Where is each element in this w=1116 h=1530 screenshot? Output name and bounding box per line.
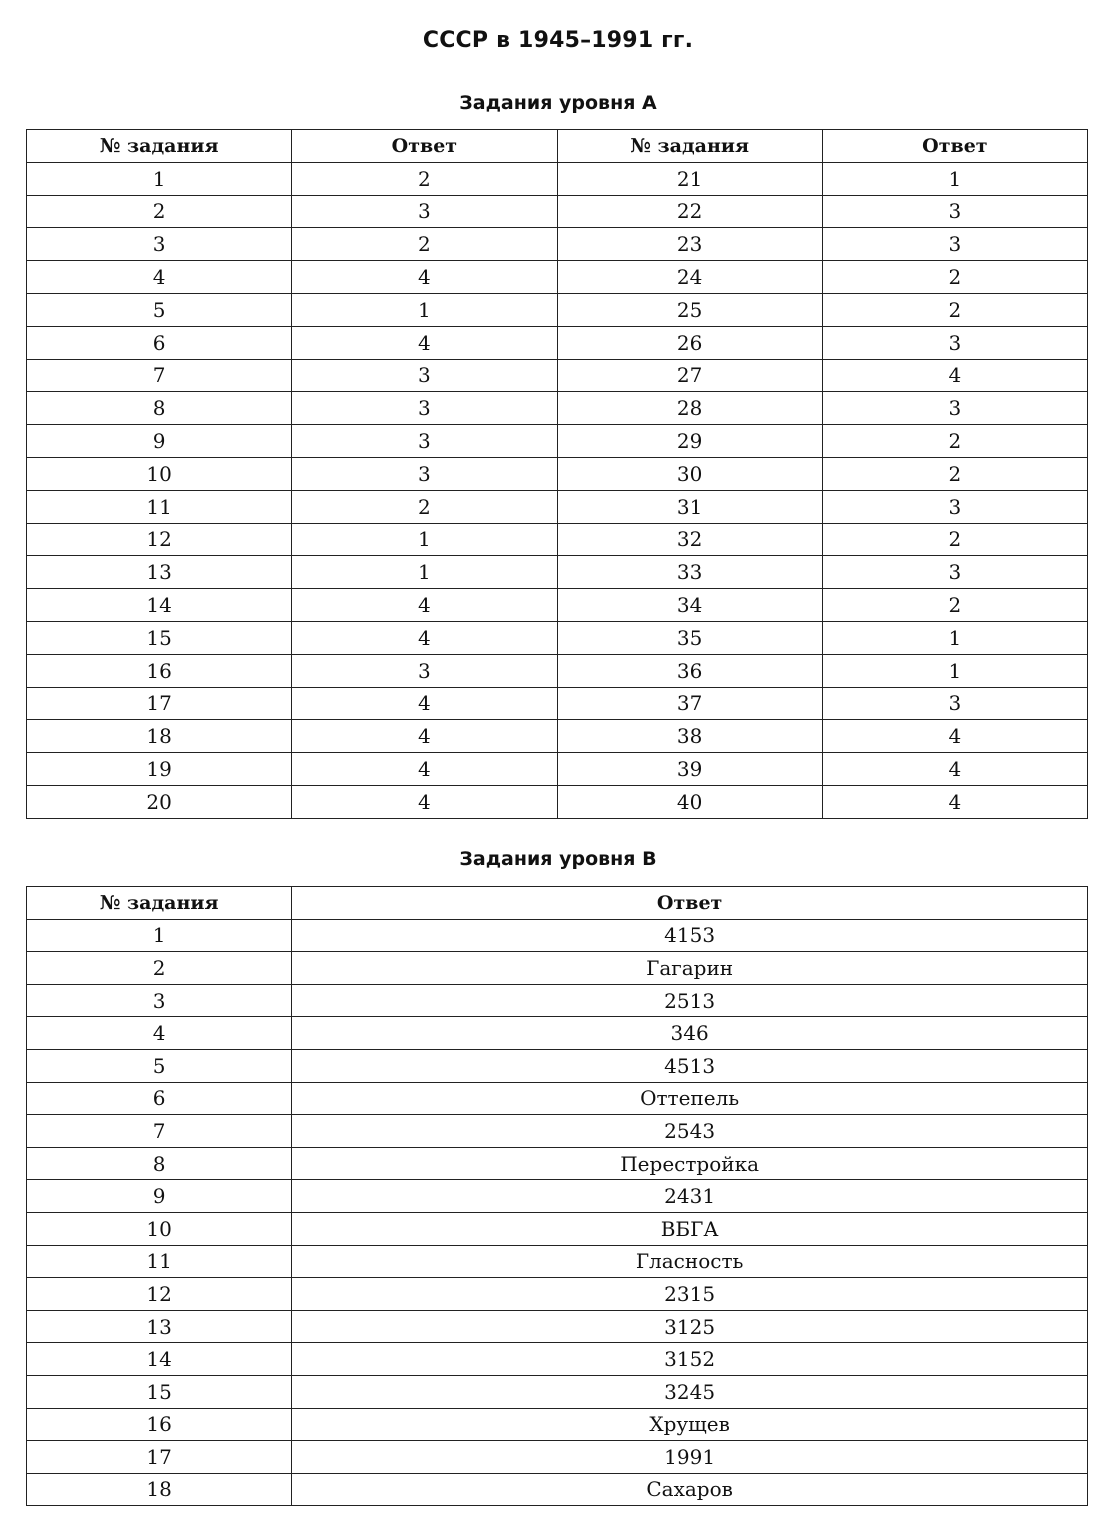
table-row	[27, 195, 1088, 228]
answer-cell: 4	[292, 261, 557, 294]
table-row	[27, 326, 1088, 359]
table-body-level-a	[27, 162, 1088, 818]
answer-cell: 1	[292, 556, 557, 589]
task-number-cell: 20	[27, 785, 292, 818]
column-header-answer: Ответ	[292, 130, 557, 163]
column-header-task-number: № задания	[27, 887, 292, 920]
page-title: СССР в 1945–1991 гг.	[422, 28, 694, 53]
task-number-cell: 21	[557, 162, 822, 195]
answer-cell: 1	[822, 654, 1087, 687]
table-row	[27, 293, 1088, 326]
answer-cell: ВБГА	[292, 1212, 1088, 1245]
answer-cell: Гагарин	[292, 952, 1088, 985]
column-header-answer: Ответ	[292, 887, 1088, 920]
task-number-cell: 6	[27, 1082, 292, 1115]
answer-cell: 2	[292, 490, 557, 523]
table-row	[27, 261, 1088, 294]
task-number-cell: 14	[27, 589, 292, 622]
task-number-cell: 22	[557, 195, 822, 228]
answer-cell: Перестройка	[292, 1147, 1088, 1180]
answer-cell: 4	[822, 785, 1087, 818]
answer-cell: 2	[822, 523, 1087, 556]
task-number-cell: 16	[27, 1408, 292, 1441]
table-row	[27, 359, 1088, 392]
task-number-cell: 38	[557, 720, 822, 753]
task-number-cell: 18	[27, 720, 292, 753]
answer-cell: 3	[292, 359, 557, 392]
table-row	[27, 654, 1088, 687]
table-row	[27, 523, 1088, 556]
table-row	[27, 753, 1088, 786]
table-row	[27, 687, 1088, 720]
answer-cell: 3	[822, 490, 1087, 523]
answer-cell: 3	[822, 556, 1087, 589]
answer-cell: 3	[292, 654, 557, 687]
task-number-cell: 39	[557, 753, 822, 786]
task-number-cell: 28	[557, 392, 822, 425]
answer-cell: 2	[292, 228, 557, 261]
table-row	[27, 425, 1088, 458]
table-row	[27, 621, 1088, 654]
task-number-cell: 5	[27, 293, 292, 326]
answer-cell: 1	[822, 162, 1087, 195]
task-number-cell: 25	[557, 293, 822, 326]
task-number-cell: 35	[557, 621, 822, 654]
answers-table-level-b	[26, 886, 1088, 1506]
table-body-level-b	[27, 919, 1088, 1506]
table-row	[27, 162, 1088, 195]
table-row	[27, 392, 1088, 425]
answer-cell: 3	[822, 392, 1087, 425]
task-number-cell: 5	[27, 1049, 292, 1082]
answer-cell: 1991	[292, 1441, 1088, 1474]
task-number-cell: 1	[27, 919, 292, 952]
answer-cell: 4	[292, 589, 557, 622]
answer-cell: 4	[292, 720, 557, 753]
table-row	[27, 1212, 1088, 1245]
task-number-cell: 2	[27, 952, 292, 985]
task-number-cell: 9	[27, 425, 292, 458]
answer-cell: 3	[822, 195, 1087, 228]
task-number-cell: 13	[27, 1310, 292, 1343]
answer-cell: 2	[822, 425, 1087, 458]
task-number-cell: 31	[557, 490, 822, 523]
task-number-cell: 17	[27, 687, 292, 720]
column-header-answer: Ответ	[822, 130, 1087, 163]
answer-cell: 1	[292, 293, 557, 326]
answer-cell: 1	[822, 621, 1087, 654]
task-number-cell: 15	[27, 1375, 292, 1408]
table-row	[27, 1408, 1088, 1441]
table-row	[27, 1017, 1088, 1050]
task-number-cell: 13	[27, 556, 292, 589]
table-row	[27, 457, 1088, 490]
task-number-cell: 16	[27, 654, 292, 687]
table-row	[27, 952, 1088, 985]
task-number-cell: 15	[27, 621, 292, 654]
answer-cell: 3	[822, 687, 1087, 720]
task-number-cell: 10	[27, 457, 292, 490]
table-row	[27, 1049, 1088, 1082]
table-row	[27, 1375, 1088, 1408]
task-number-cell: 18	[27, 1473, 292, 1506]
answer-cell: 4	[292, 621, 557, 654]
task-number-cell: 26	[557, 326, 822, 359]
task-number-cell: 24	[557, 261, 822, 294]
answer-cell: 346	[292, 1017, 1088, 1050]
task-number-cell: 6	[27, 326, 292, 359]
task-number-cell: 3	[27, 228, 292, 261]
answer-cell: Хрущев	[292, 1408, 1088, 1441]
table-row	[27, 984, 1088, 1017]
answer-cell: 3245	[292, 1375, 1088, 1408]
task-number-cell: 19	[27, 753, 292, 786]
task-number-cell: 27	[557, 359, 822, 392]
answer-cell: 3	[292, 392, 557, 425]
answer-cell: 3	[292, 457, 557, 490]
table-row	[27, 919, 1088, 952]
answer-cell: 1	[292, 523, 557, 556]
section-title-level-a: Задания уровня А	[459, 92, 657, 114]
task-number-cell: 4	[27, 1017, 292, 1050]
answer-cell: 2513	[292, 984, 1088, 1017]
task-number-cell: 1	[27, 162, 292, 195]
answer-cell: 2	[822, 457, 1087, 490]
section-title-level-b: Задания уровня В	[459, 848, 657, 870]
task-number-cell: 8	[27, 1147, 292, 1180]
table-row	[27, 490, 1088, 523]
table-row	[27, 1245, 1088, 1278]
table-row	[27, 589, 1088, 622]
table-row	[27, 228, 1088, 261]
table-row	[27, 1278, 1088, 1311]
answer-cell: 3	[292, 195, 557, 228]
answer-cell: 3125	[292, 1310, 1088, 1343]
answer-cell: 4	[292, 753, 557, 786]
answers-table-level-a	[26, 129, 1088, 819]
table-row	[27, 1180, 1088, 1213]
answer-cell: 3152	[292, 1343, 1088, 1376]
answer-cell: 3	[822, 228, 1087, 261]
task-number-cell: 29	[557, 425, 822, 458]
answer-cell: Гласность	[292, 1245, 1088, 1278]
answer-cell: 3	[822, 326, 1087, 359]
answer-cell: 2431	[292, 1180, 1088, 1213]
answer-cell: 4	[292, 785, 557, 818]
task-number-cell: 33	[557, 556, 822, 589]
answer-cell: 2	[822, 261, 1087, 294]
table-row	[27, 1441, 1088, 1474]
table-row	[27, 1147, 1088, 1180]
task-number-cell: 36	[557, 654, 822, 687]
answer-cell: Сахаров	[292, 1473, 1088, 1506]
answer-cell: 4	[292, 687, 557, 720]
task-number-cell: 30	[557, 457, 822, 490]
task-number-cell: 3	[27, 984, 292, 1017]
task-number-cell: 9	[27, 1180, 292, 1213]
answer-cell: Оттепель	[292, 1082, 1088, 1115]
task-number-cell: 17	[27, 1441, 292, 1474]
task-number-cell: 37	[557, 687, 822, 720]
task-number-cell: 32	[557, 523, 822, 556]
task-number-cell: 2	[27, 195, 292, 228]
answer-cell: 2	[822, 293, 1087, 326]
answer-cell: 2	[292, 162, 557, 195]
task-number-cell: 34	[557, 589, 822, 622]
task-number-cell: 12	[27, 523, 292, 556]
answer-cell: 4	[822, 753, 1087, 786]
answer-cell: 4	[822, 359, 1087, 392]
answer-cell: 4153	[292, 919, 1088, 952]
task-number-cell: 10	[27, 1212, 292, 1245]
answer-cell: 2315	[292, 1278, 1088, 1311]
table-row	[27, 1115, 1088, 1148]
table-header-row	[27, 130, 1088, 163]
task-number-cell: 12	[27, 1278, 292, 1311]
task-number-cell: 14	[27, 1343, 292, 1376]
task-number-cell: 23	[557, 228, 822, 261]
task-number-cell: 11	[27, 1245, 292, 1278]
table-row	[27, 1343, 1088, 1376]
task-number-cell: 4	[27, 261, 292, 294]
task-number-cell: 7	[27, 359, 292, 392]
task-number-cell: 7	[27, 1115, 292, 1148]
answer-cell: 4513	[292, 1049, 1088, 1082]
answer-cell: 4	[292, 326, 557, 359]
table-row	[27, 1473, 1088, 1506]
task-number-cell: 8	[27, 392, 292, 425]
answer-cell: 4	[822, 720, 1087, 753]
table-row	[27, 720, 1088, 753]
column-header-task-number: № задания	[557, 130, 822, 163]
answer-cell: 2543	[292, 1115, 1088, 1148]
table-row	[27, 1082, 1088, 1115]
task-number-cell: 11	[27, 490, 292, 523]
answer-cell: 3	[292, 425, 557, 458]
task-number-cell: 40	[557, 785, 822, 818]
table-row	[27, 556, 1088, 589]
table-row	[27, 1310, 1088, 1343]
table-header-row	[27, 887, 1088, 920]
column-header-task-number: № задания	[27, 130, 292, 163]
table-row	[27, 785, 1088, 818]
answer-cell: 2	[822, 589, 1087, 622]
